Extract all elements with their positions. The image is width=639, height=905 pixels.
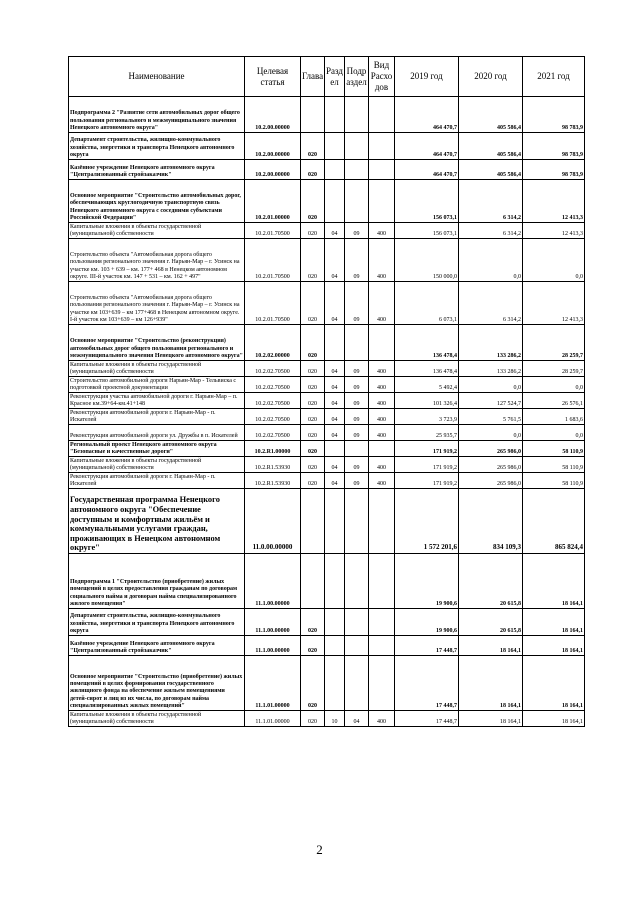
row-section xyxy=(325,441,345,457)
row-name: Реконструкция автомобильной дороги г. Нарьян-Мар - п. Искателей xyxy=(69,473,245,489)
row-article: 10.2.01.70500 xyxy=(245,282,301,325)
table-row xyxy=(69,554,585,609)
row-2019: 101 326,4 xyxy=(395,393,459,409)
table-row xyxy=(69,711,585,727)
header-article: Целевая статья xyxy=(245,57,301,97)
row-expense-type xyxy=(369,325,395,361)
row-section: 04 xyxy=(325,282,345,325)
row-chapter: 020 xyxy=(301,441,325,457)
row-subsection: 09 xyxy=(345,282,369,325)
row-chapter xyxy=(301,554,325,609)
row-2019: 171 919,2 xyxy=(395,457,459,473)
row-article: 10.2.00.00000 xyxy=(245,133,301,160)
table-row xyxy=(69,457,585,473)
header-section: Разд ел xyxy=(325,57,345,97)
budget-table xyxy=(68,56,585,727)
row-section: 04 xyxy=(325,239,345,282)
row-2019: 156 073,1 xyxy=(395,180,459,223)
page-number: 2 xyxy=(316,842,323,857)
row-article: 10.2.R1.53930 xyxy=(245,457,301,473)
row-2021: 28 259,7 xyxy=(523,361,585,377)
row-article: 11.1.00.00000 xyxy=(245,609,301,636)
row-2021: 12 413,3 xyxy=(523,223,585,239)
header-subsection: Подр аздел xyxy=(345,57,369,97)
table-row xyxy=(69,133,585,160)
row-chapter: 020 xyxy=(301,656,325,711)
row-2019: 17 448,7 xyxy=(395,656,459,711)
row-subsection xyxy=(345,325,369,361)
row-2021: 58 110,9 xyxy=(523,473,585,489)
row-2020: 6 314,2 xyxy=(459,282,523,325)
row-2020: 133 286,2 xyxy=(459,325,523,361)
row-subsection xyxy=(345,133,369,160)
table-row xyxy=(69,441,585,457)
row-2021: 12 413,3 xyxy=(523,180,585,223)
row-2021: 0,0 xyxy=(523,425,585,441)
row-subsection: 09 xyxy=(345,425,369,441)
row-section xyxy=(325,133,345,160)
table-row xyxy=(69,97,585,133)
table-row xyxy=(69,180,585,223)
row-expense-type xyxy=(369,609,395,636)
row-article: 10.2.01.70500 xyxy=(245,239,301,282)
row-name: Государственная программа Ненецкого автономного округа "Обеспечение доступным и комфортным жильём и коммунальными услугами граждан, проживающих в Ненецком автономном округе" xyxy=(69,489,245,554)
table-row xyxy=(69,393,585,409)
row-subsection: 09 xyxy=(345,361,369,377)
row-2021: 1 683,6 xyxy=(523,409,585,425)
row-article: 10.2.02.70500 xyxy=(245,361,301,377)
row-2019: 6 073,1 xyxy=(395,282,459,325)
row-2019: 19 900,6 xyxy=(395,554,459,609)
table-row xyxy=(69,473,585,489)
row-chapter: 020 xyxy=(301,325,325,361)
table-row xyxy=(69,489,585,554)
row-2020: 405 586,4 xyxy=(459,133,523,160)
row-2021: 98 783,9 xyxy=(523,133,585,160)
row-name: Реконструкция автомобильной дороги ул. Дружбы в п. Искателей xyxy=(69,425,245,441)
row-expense-type: 400 xyxy=(369,223,395,239)
row-expense-type xyxy=(369,554,395,609)
row-chapter: 020 xyxy=(301,239,325,282)
row-section: 04 xyxy=(325,377,345,393)
row-2021: 18 164,1 xyxy=(523,656,585,711)
row-name: Департамент строительства, жилищно-коммунального хозяйства, энергетики и транспорта Ненецкого автономного округа xyxy=(69,133,245,160)
row-section xyxy=(325,656,345,711)
row-2019: 19 900,6 xyxy=(395,609,459,636)
row-article: 11.1.00.00000 xyxy=(245,554,301,609)
row-2020: 18 164,1 xyxy=(459,636,523,656)
row-2020: 20 615,8 xyxy=(459,554,523,609)
row-2019: 17 448,7 xyxy=(395,711,459,727)
row-2020: 5 761,5 xyxy=(459,409,523,425)
row-subsection: 04 xyxy=(345,711,369,727)
row-2020: 18 164,1 xyxy=(459,711,523,727)
row-2020: 0,0 xyxy=(459,239,523,282)
row-name: Подпрограмма 1 "Строительство (приобретение) жилых помещений в целях предоставления гражданам по договорам социального найма и договорам найма специализированного жилого помещения" xyxy=(69,554,245,609)
row-article: 10.2.00.00000 xyxy=(245,160,301,180)
row-2021: 18 164,1 xyxy=(523,711,585,727)
row-2019: 150 000,0 xyxy=(395,239,459,282)
row-2019: 25 935,7 xyxy=(395,425,459,441)
row-section xyxy=(325,609,345,636)
table-row xyxy=(69,282,585,325)
row-name: Строительство объекта "Автомобильная дорога общего пользования регионального значения г. Нарьян-Мар – г. Усинск на участке км. 103 + 639 – км. 177+ 468 в Ненецком автономном округе. III-й участок км. 147 + 531 – км. 162 + 497" xyxy=(69,239,245,282)
row-chapter: 020 xyxy=(301,180,325,223)
row-2020: 0,0 xyxy=(459,425,523,441)
row-section: 04 xyxy=(325,473,345,489)
header-expense-type: Вид Расхо дов xyxy=(369,57,395,97)
table-row xyxy=(69,609,585,636)
row-2019: 5 492,4 xyxy=(395,377,459,393)
row-subsection xyxy=(345,160,369,180)
row-expense-type: 400 xyxy=(369,361,395,377)
row-2021: 0,0 xyxy=(523,239,585,282)
row-name: Основное мероприятие "Строительство автомобильных дорог, обеспечивающих круглогодичную транспортную связь Ненецкого автономного округа с соседними субъектами Российской Федерации" xyxy=(69,180,245,223)
row-2020: 127 524,7 xyxy=(459,393,523,409)
row-article: 10.2.02.70500 xyxy=(245,409,301,425)
row-expense-type xyxy=(369,656,395,711)
table-row xyxy=(69,425,585,441)
row-section xyxy=(325,636,345,656)
row-2021: 98 783,9 xyxy=(523,160,585,180)
row-subsection: 09 xyxy=(345,377,369,393)
row-2019: 1 572 201,6 xyxy=(395,489,459,554)
row-2021: 28 259,7 xyxy=(523,325,585,361)
row-name: Региональный проект Ненецкого автономного округа "Безопасные и качественные дороги" xyxy=(69,441,245,457)
row-2021: 58 110,9 xyxy=(523,441,585,457)
row-2020: 265 986,0 xyxy=(459,473,523,489)
row-name: Капитальные вложения в объекты государственной (муниципальной) собственности xyxy=(69,223,245,239)
row-section: 04 xyxy=(325,409,345,425)
row-2020: 20 615,8 xyxy=(459,609,523,636)
row-2021: 26 576,1 xyxy=(523,393,585,409)
table-row xyxy=(69,377,585,393)
row-section xyxy=(325,554,345,609)
header-2020: 2020 год xyxy=(459,57,523,97)
table-row xyxy=(69,656,585,711)
table-row xyxy=(69,361,585,377)
row-2019: 171 919,2 xyxy=(395,473,459,489)
row-article: 10.2.02.70500 xyxy=(245,425,301,441)
row-article: 10.2.02.70500 xyxy=(245,377,301,393)
table-row xyxy=(69,160,585,180)
row-expense-type xyxy=(369,180,395,223)
table-row xyxy=(69,223,585,239)
row-subsection xyxy=(345,441,369,457)
row-expense-type xyxy=(369,133,395,160)
header-name: Наименование xyxy=(69,57,245,97)
row-section xyxy=(325,180,345,223)
row-subsection: 09 xyxy=(345,409,369,425)
row-chapter: 020 xyxy=(301,711,325,727)
row-section: 04 xyxy=(325,223,345,239)
row-2021: 98 783,9 xyxy=(523,97,585,133)
row-article: 10.2.02.00000 xyxy=(245,325,301,361)
row-2020: 834 109,3 xyxy=(459,489,523,554)
row-article: 10.2.01.00000 xyxy=(245,180,301,223)
row-subsection: 09 xyxy=(345,393,369,409)
row-section xyxy=(325,97,345,133)
row-name: Казённое учреждение Ненецкого автономного округа "Централизованный стройзаказчик" xyxy=(69,160,245,180)
row-expense-type xyxy=(369,97,395,133)
row-2019: 464 470,7 xyxy=(395,133,459,160)
row-expense-type: 400 xyxy=(369,409,395,425)
row-2020: 6 314,2 xyxy=(459,223,523,239)
row-chapter: 020 xyxy=(301,361,325,377)
row-section xyxy=(325,489,345,554)
row-article: 11.1.00.00000 xyxy=(245,636,301,656)
table-row xyxy=(69,239,585,282)
row-2020: 405 586,4 xyxy=(459,97,523,133)
row-chapter: 020 xyxy=(301,473,325,489)
row-2020: 265 986,0 xyxy=(459,457,523,473)
row-2019: 464 470,7 xyxy=(395,160,459,180)
header-row xyxy=(69,57,585,97)
row-subsection: 09 xyxy=(345,457,369,473)
row-expense-type: 400 xyxy=(369,239,395,282)
row-2021: 0,0 xyxy=(523,377,585,393)
row-article: 10.2.01.70500 xyxy=(245,223,301,239)
row-2020: 6 314,2 xyxy=(459,180,523,223)
row-subsection xyxy=(345,180,369,223)
row-expense-type: 400 xyxy=(369,282,395,325)
row-name: Подпрограмма 2 "Развитие сети автомобильных дорог общего пользования регионального и межмуниципального значения Ненецкого автономного округа" xyxy=(69,97,245,133)
row-expense-type: 400 xyxy=(369,425,395,441)
row-name: Капитальные вложения в объекты государственной (муниципальной) собственности xyxy=(69,361,245,377)
row-subsection xyxy=(345,636,369,656)
header-chapter: Глава xyxy=(301,57,325,97)
row-expense-type xyxy=(369,160,395,180)
row-chapter: 020 xyxy=(301,377,325,393)
row-name: Реконструкция автомобильной дороги г. Нарьян-Мар - п. Искателей xyxy=(69,409,245,425)
row-2021: 18 164,1 xyxy=(523,636,585,656)
row-2019: 171 919,2 xyxy=(395,441,459,457)
row-2021: 865 824,4 xyxy=(523,489,585,554)
row-subsection xyxy=(345,554,369,609)
row-article: 10.2.00.00000 xyxy=(245,97,301,133)
row-article: 11.1.01.00000 xyxy=(245,656,301,711)
row-expense-type xyxy=(369,636,395,656)
row-expense-type: 400 xyxy=(369,377,395,393)
row-section xyxy=(325,325,345,361)
row-subsection xyxy=(345,489,369,554)
row-subsection xyxy=(345,97,369,133)
row-section xyxy=(325,160,345,180)
header-2021: 2021 год xyxy=(523,57,585,97)
table-row xyxy=(69,636,585,656)
row-name: Основное мероприятие "Строительство (приобретение) жилых помещений в целях формирования государственного жилищного фонда на обеспечение жильем помещениями детей-сирот и лиц из их числа, по договорам найма специализированных жилых помещений" xyxy=(69,656,245,711)
row-chapter xyxy=(301,97,325,133)
row-section: 04 xyxy=(325,425,345,441)
row-name: Строительство автомобильной дороги Нарьян-Мар - Тельвиска с подготовкой проектной документации xyxy=(69,377,245,393)
row-chapter: 020 xyxy=(301,609,325,636)
row-2019: 136 478,4 xyxy=(395,325,459,361)
row-expense-type xyxy=(369,441,395,457)
row-2019: 3 723,9 xyxy=(395,409,459,425)
row-section: 04 xyxy=(325,361,345,377)
row-chapter: 020 xyxy=(301,393,325,409)
row-name: Казённое учреждение Ненецкого автономного округа "Централизованный стройзаказчик" xyxy=(69,636,245,656)
row-expense-type: 400 xyxy=(369,473,395,489)
row-article: 10.2.02.70500 xyxy=(245,393,301,409)
table-row xyxy=(69,409,585,425)
row-chapter: 020 xyxy=(301,133,325,160)
row-2021: 58 110,9 xyxy=(523,457,585,473)
row-2020: 405 586,4 xyxy=(459,160,523,180)
row-2021: 18 164,1 xyxy=(523,609,585,636)
row-2020: 0,0 xyxy=(459,377,523,393)
row-article: 10.2.R1.00000 xyxy=(245,441,301,457)
row-expense-type: 400 xyxy=(369,393,395,409)
row-chapter: 020 xyxy=(301,409,325,425)
row-2021: 12 413,3 xyxy=(523,282,585,325)
row-article: 11.0.00.00000 xyxy=(245,489,301,554)
row-expense-type xyxy=(369,489,395,554)
row-subsection: 09 xyxy=(345,223,369,239)
row-name: Департамент строительства, жилищно-коммунального хозяйства, энергетики и транспорта Ненецкого автономного округа xyxy=(69,609,245,636)
row-subsection: 09 xyxy=(345,239,369,282)
row-2020: 18 164,1 xyxy=(459,656,523,711)
row-expense-type: 400 xyxy=(369,457,395,473)
row-expense-type: 400 xyxy=(369,711,395,727)
row-name: Капитальные вложения в объекты государственной (муниципальной) собственности xyxy=(69,711,245,727)
row-2021: 18 164,1 xyxy=(523,554,585,609)
row-chapter: 020 xyxy=(301,425,325,441)
row-chapter: 020 xyxy=(301,282,325,325)
row-section: 10 xyxy=(325,711,345,727)
row-2019: 156 073,1 xyxy=(395,223,459,239)
row-chapter: 020 xyxy=(301,223,325,239)
row-name: Основное мероприятие "Строительство (реконструкция) автомобильных дорог общего пользования регионального и межмуниципального значения Ненецкого автономного округа" xyxy=(69,325,245,361)
row-name: Строительство объекта "Автомобильная дорога общего пользования регионального значения г. Нарьян-Мар – г. Усинск на участке км 103+639 – км 177+468 в Ненецком автономном округе. I-й участок км 103+639 – км 126+939" xyxy=(69,282,245,325)
row-chapter: 020 xyxy=(301,457,325,473)
row-chapter: 020 xyxy=(301,160,325,180)
row-2019: 136 478,4 xyxy=(395,361,459,377)
row-name: Капитальные вложения в объекты государственной (муниципальной) собственности xyxy=(69,457,245,473)
row-article: 11.1.01.00000 xyxy=(245,711,301,727)
row-subsection xyxy=(345,609,369,636)
table-row xyxy=(69,325,585,361)
row-article: 10.2.R1.53930 xyxy=(245,473,301,489)
row-chapter xyxy=(301,489,325,554)
row-2019: 17 448,7 xyxy=(395,636,459,656)
row-section: 04 xyxy=(325,393,345,409)
row-subsection: 09 xyxy=(345,473,369,489)
row-2020: 265 986,0 xyxy=(459,441,523,457)
row-name: Реконструкция участка автомобильной дороги г. Нарьян-Мар – п. Красное км.39+64-км.41+148 xyxy=(69,393,245,409)
row-chapter: 020 xyxy=(301,636,325,656)
row-2019: 464 470,7 xyxy=(395,97,459,133)
header-2019: 2019 год xyxy=(395,57,459,97)
row-section: 04 xyxy=(325,457,345,473)
row-2020: 133 286,2 xyxy=(459,361,523,377)
row-subsection xyxy=(345,656,369,711)
